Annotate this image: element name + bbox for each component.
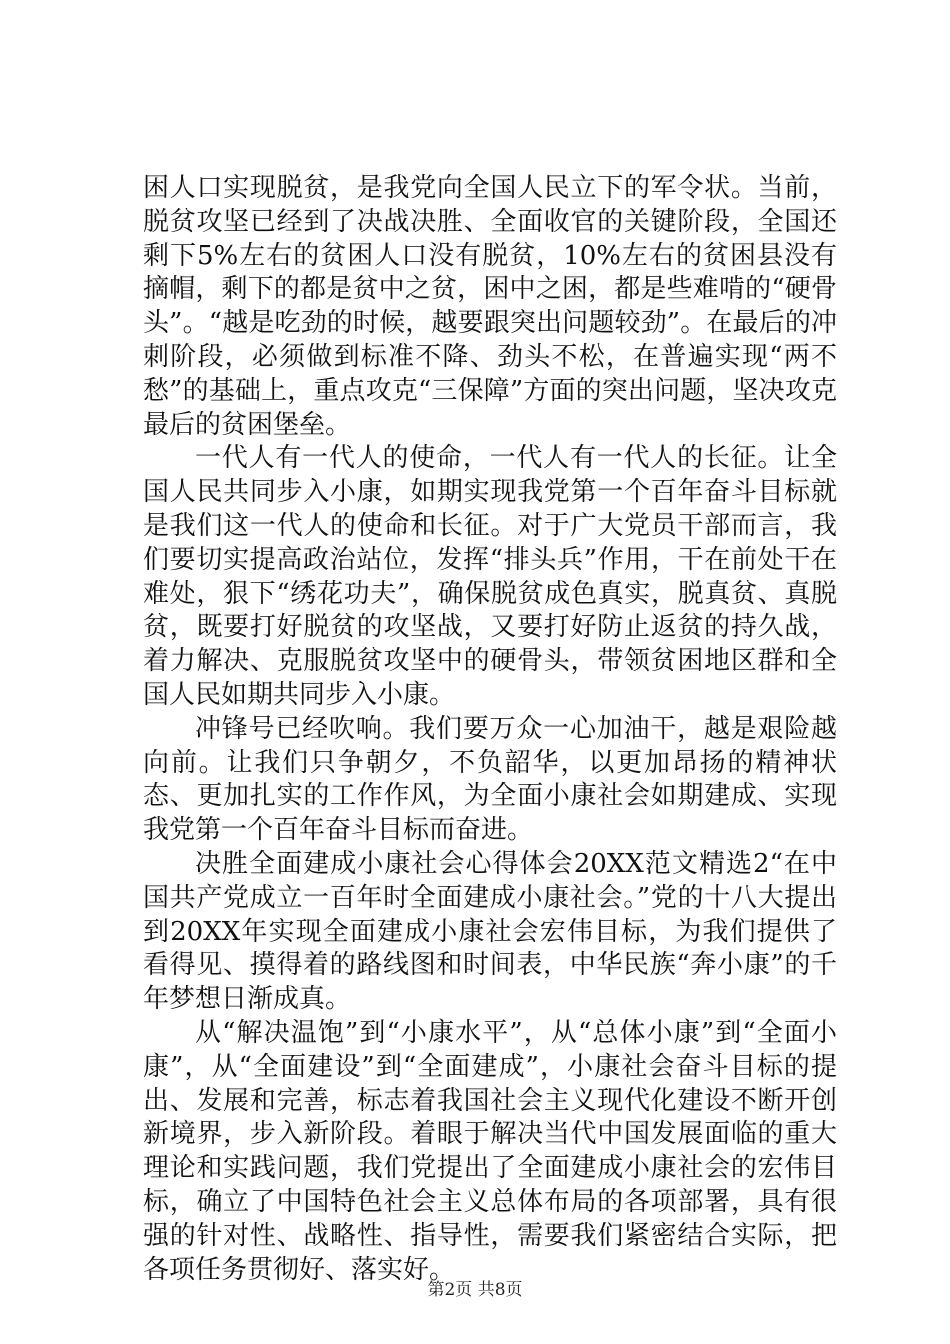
paragraph-1: 困人口实现脱贫，是我党向全国人民立下的军令状。当前，脱贫攻坚已经到了决战决胜、全面收官的关键阶段，全国还剩下5%左右的贫困人口没有脱贫，10%左右的贫困县没有摘帽，剩下的都是贫中之贫，困中之困，都是些难啃的“硬骨头”。“越是吃劲的时候，越要跟突出问题较劲”。在最后的冲刺阶段，必须做到标准不降、劲头不松，在普遍实现“两不愁”的基础上，重点攻克“三保障”方面的突出问题，坚决攻克最后的贫困堡垒。 <box>143 173 837 440</box>
document-body <box>143 172 837 1287</box>
paragraph-4: 决胜全面建成小康社会心得体会20XX范文精选2“在中国共产党成立一百年时全面建成小康社会。”党的十八大提出到20XX年实现全面建成小康社会宏伟目标，为我们提供了看得见、摸得着的路线图和时间表，中华民族“奔小康”的千年梦想日渐成真。 <box>143 848 837 1015</box>
page-footer: 第2页 共8页 <box>427 1280 523 1300</box>
paragraph-2: 一代人有一代人的使命，一代人有一代人的长征。让全国人民共同步入小康，如期实现我党第一个百年奋斗目标就是我们这一代人的使命和长征。对于广大党员干部而言，我们要切实提高政治站位，发挥“排头兵”作用，干在前处干在难处，狠下“绣花功夫”，确保脱贫成色真实，脱真贫、真脱贫，既要打好脱贫的攻坚战，又要打好防止返贫的持久战，着力解决、克服脱贫攻坚中的硬骨头，带领贫困地区群和全国人民如期共同步入小康。 <box>143 443 837 710</box>
paragraph-5: 从“解决温饱”到“小康水平”，从“总体小康”到“全面小康”，从“全面建设”到“全面建成”，小康社会奋斗目标的提出、发展和完善，标志着我国社会主义现代化建设不断开创新境界，步入新阶段。着眼于解决当代中国发展面临的重大理论和实践问题，我们党提出了全面建成小康社会的宏伟目标，确立了中国特色社会主义总体布局的各项部署，具有很强的针对性、战略性、指导性，需要我们紧密结合实际，把各项任务贯彻好、落实好。 <box>143 1017 837 1285</box>
paragraph-3: 冲锋号已经吹响。我们要万众一心加油干，越是艰险越向前。让我们只争朝夕，不负韶华，以更加昂扬的精神状态、更加扎实的工作作风，为全面小康社会如期建成、实现我党第一个百年奋斗目标而奋进。 <box>143 713 837 846</box>
